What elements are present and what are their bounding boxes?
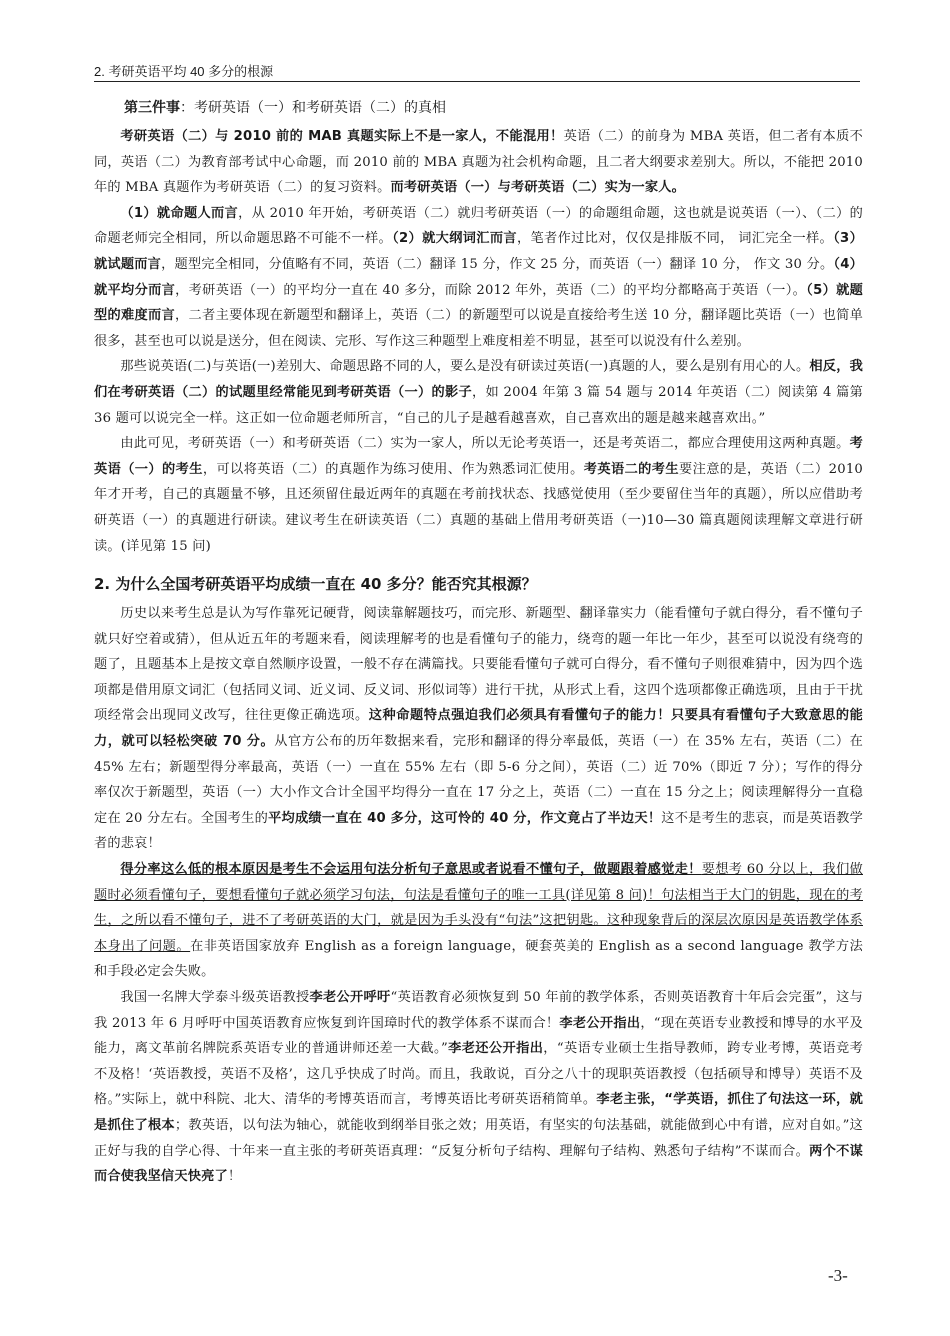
- body-text: ，可以将英语（二）的真题作为练习使用、作为熟悉词汇使用。: [202, 461, 584, 477]
- body-text: ；教英语，以句法为轴心，就能收到纲举目张之效；用英语，有坚实的句法基础，就能做到心中有谱，应对自如。”这正好与我的自学心得、十年来一直主张的考研英语真理：“反复分析句子结构、理解句子结构、熟悉句子结构”不谋而合。: [94, 1117, 863, 1159]
- body-text: 要注意的是，英语（二）2010 年才开考，自己的真题量不够，且还须留住最近两年的真题在考前找状态、找感觉使用（至少要留住当年的真题），所以应借助考研英语（一）的真题进行研读。建议考生在研读英语（二）真题的基础上借用考研英语（一)10—30 篇真题阅读理解文章进行研读。(详见第 15 问): [94, 461, 864, 554]
- bold-text: 李老还公开指出: [447, 1041, 544, 1057]
- body-text: ，笔者作过比对，仅仅是排版不同， 词汇完全一样。: [516, 231, 834, 247]
- body-text: “英语教育必须恢复到 50 年前的教学体系，否则英语教育十年后会完蛋”，这与我 2013 年 6 月呼吁中国英语教育应恢复到许国璋时代的教学体系不谋而合！: [94, 990, 863, 1031]
- bold-text: 平均成绩一直在 40 多分，这可怜的 40 分，作文竟占了半边天！: [268, 810, 662, 826]
- body-text: ，考研英语（一）的平均分一直在 40 多分，而除 2012 年外，英语（二）的平均分都略高于英语（一）。: [175, 282, 807, 298]
- bold-text: 相反，我们在考研英语（二）的试题里经常能见到考研英语（一）的影子: [94, 359, 863, 400]
- body-text: 我国一名牌大学泰斗级英语教授: [120, 990, 310, 1005]
- section-heading-third-matter: [94, 94, 863, 122]
- running-header: 2. 考研英语平均 40 多分的根源: [94, 64, 860, 82]
- underlined-text: 要想考 60 分以上，我们做题时必须看懂句子，要想看懂句子就必须学习句法，句法是看懂句子的唯一工具(详见第 8 问)！句法相当于大门的钥匙，现在的考生，之所以看不懂句子，进不了考研英语的大门，就是因为手头没有“句法”这把钥匙。: [94, 862, 863, 929]
- body-text: ，如 2004 年第 3 篇 54 题与 2014 年英语（二）阅读第 4 篇第 36 题可以说完全一样。这正如一位命题老师所言，“自己的儿子是越看越喜欢，自己喜欢出的题是越来越喜欢出。”: [94, 384, 863, 426]
- body-text: ！: [227, 1169, 242, 1185]
- bold-text: 两个不谋而合使我坚信天快亮了: [94, 1143, 863, 1185]
- paragraph: [94, 124, 863, 201]
- bold-text: 这种命题特点强迫我们必须具有看懂句子的能力！只要具有看懂句子大致意思的能力，就可以轻松突破 70 分。: [94, 708, 863, 750]
- bold-text: （5）就题型的难度而言: [94, 282, 864, 324]
- bold-text: 考英语（一）的考生: [94, 436, 863, 477]
- page-number: -3-: [828, 1266, 848, 1285]
- section-heading-why-40: 2. 为什么全国考研英语平均成绩一直在 40 多分？能否究其根源？: [94, 575, 537, 594]
- bold-text: 李老公开呼吁: [309, 990, 391, 1005]
- bold-text: 考研英语（二）与 2010 前的 MAB 真题实际上不是一家人，不能混用！: [120, 129, 564, 144]
- body-text: 英语（二）的前身为 MBA 英语，但二者有本质不同，英语（二）为教育部考试中心命题，而 2010 前的 MBA 真题为社会机构命题，且二者大纲要求差别大。所以，不能把 2010 年的 MBA 真题作为考研英语（二）的复习资料。: [94, 129, 863, 196]
- body-text: ，从 2010 年开始，考研英语（二）就归考研英语（一）的命题组命题，这也就是说英语（一）、（二）的命题老师完全相同，所以命题思路不可能不一样。: [94, 205, 863, 247]
- bold-text: 考英语二的考生: [583, 461, 679, 477]
- bold-text: （2）就大纲词汇而言: [392, 231, 517, 247]
- body-text: 从官方公布的历年数据来看，完形和翻译的得分率最低，英语（一）在 35% 左右，英语（二）在 45% 左右；新题型得分率最高，英语（一）一直在 55% 左右（即 5-6 分之间），英语（二）近 70%（即近 7 分）；写作的得分率仅次于新题型，英语（一）大小作文合计全国平均得分一直在 17 分之上，英语（二）一直在 15 分之上；阅读理解得分一直稳定在 20 分左右。全国考生的: [94, 734, 863, 826]
- body-text: 由此可见，考研英语（一）和考研英语（二）实为一家人，所以无论考英语一，还是考英语二，都应合理使用这两种真题。: [120, 436, 850, 452]
- bold-text: 李老公开指出: [559, 1015, 641, 1031]
- body-text: 那些说英语(二)与英语(一)差别大、命题思路不同的人，要么是没有研读过英语(一)真题的人，要么是别有用心的人。: [120, 359, 810, 375]
- paragraph: [94, 354, 863, 431]
- body-text: ，二者主要体现在新题型和翻译上，英语（二）的新题型可以说是直接给考生送 10 分，翻译题比英语（一）也简单很多，甚至也可以说是送分，但在阅读、完形、写作这三种题型上难度相差不明显，甚至可以说没有什么差别。: [94, 308, 863, 349]
- bold-text: 李老主张，“学英语，抓住了句法这一环，就是抓住了根本: [94, 1092, 863, 1133]
- body-text: 这不是考生的悲哀，而是英语教学者的悲哀！: [94, 810, 863, 852]
- paragraph: [94, 985, 863, 1190]
- section-heading-rest: ：考研英语（一）和考研英语（二）的真相: [180, 100, 446, 116]
- body-text: 历史以来考生总是认为写作靠死记硬背，阅读靠解题技巧，而完形、新题型、翻译靠实力（能看懂句子就白得分，看不懂句子就只好空着或猜），但从近五年的考题来看，阅读理解考的也是看懂句子的能力，绕弯的题一年比一年少，甚至可以说没有绕弯的题了，且题基本上是按文章自然顺序设置，一般不存在满篇找。只要能看懂句子就可白得分，看不懂句子则很难猜中，因为四个选项都是借用原文词汇（包括同义词、近义词、反义词、形似词等）进行干扰，从形式上看，这四个选项都像正确选项，且由于干扰项经常会出现同义改写，往往更像正确选项。: [94, 606, 863, 724]
- paragraph: [94, 601, 863, 857]
- bold-text: （4） 就平均分而言: [94, 256, 863, 298]
- bold-text: （3）就试题而言: [94, 231, 863, 272]
- section-heading-bold: 第三件事: [124, 100, 180, 116]
- body-text: ，“现在英语专业教授和博导的水平及能力，离文革前名牌院系英语专业的普通讲师还差一大截。”: [94, 1015, 863, 1057]
- bold-text: （1）就命题人而言: [120, 205, 239, 221]
- bold-underlined-text: 得分率这么低的根本原因是考生不会运用句法分析句子意思或者说看不懂句子，做题跟着感觉走！: [120, 862, 702, 878]
- paragraph: [94, 857, 863, 985]
- page-content: [94, 94, 863, 1190]
- underlined-text: 这种现象背后的深层次原因是英语教学体系本身出了问题。: [94, 913, 863, 954]
- body-text: 在非英语国家放弃 English as a foreign language，硬套英美的 English as a second language 教学方法和手段必定会失败。: [94, 938, 863, 980]
- paragraph: [94, 201, 863, 355]
- body-text: ，“英语专业硕士生指导教师，跨专业考博，英语竞考不及格！‘英语教授，英语不及格’，这几乎快成了时尚。而且，我敢说，百分之八十的现职英语教授（包括硕导和博导）英语不及格。”实际上，就中科院、北大、清华的考博英语而言，考博英语比考研英语稍简单。: [94, 1041, 863, 1108]
- bold-text: 而考研英语（一）与考研英语（二）实为一家人。: [390, 180, 685, 196]
- paragraph: [94, 431, 863, 559]
- body-text: ，题型完全相同，分值略有不同，英语（二）翻译 15 分，作文 25 分，而英语（一）翻译 10 分， 作文 30 分。: [161, 256, 834, 272]
